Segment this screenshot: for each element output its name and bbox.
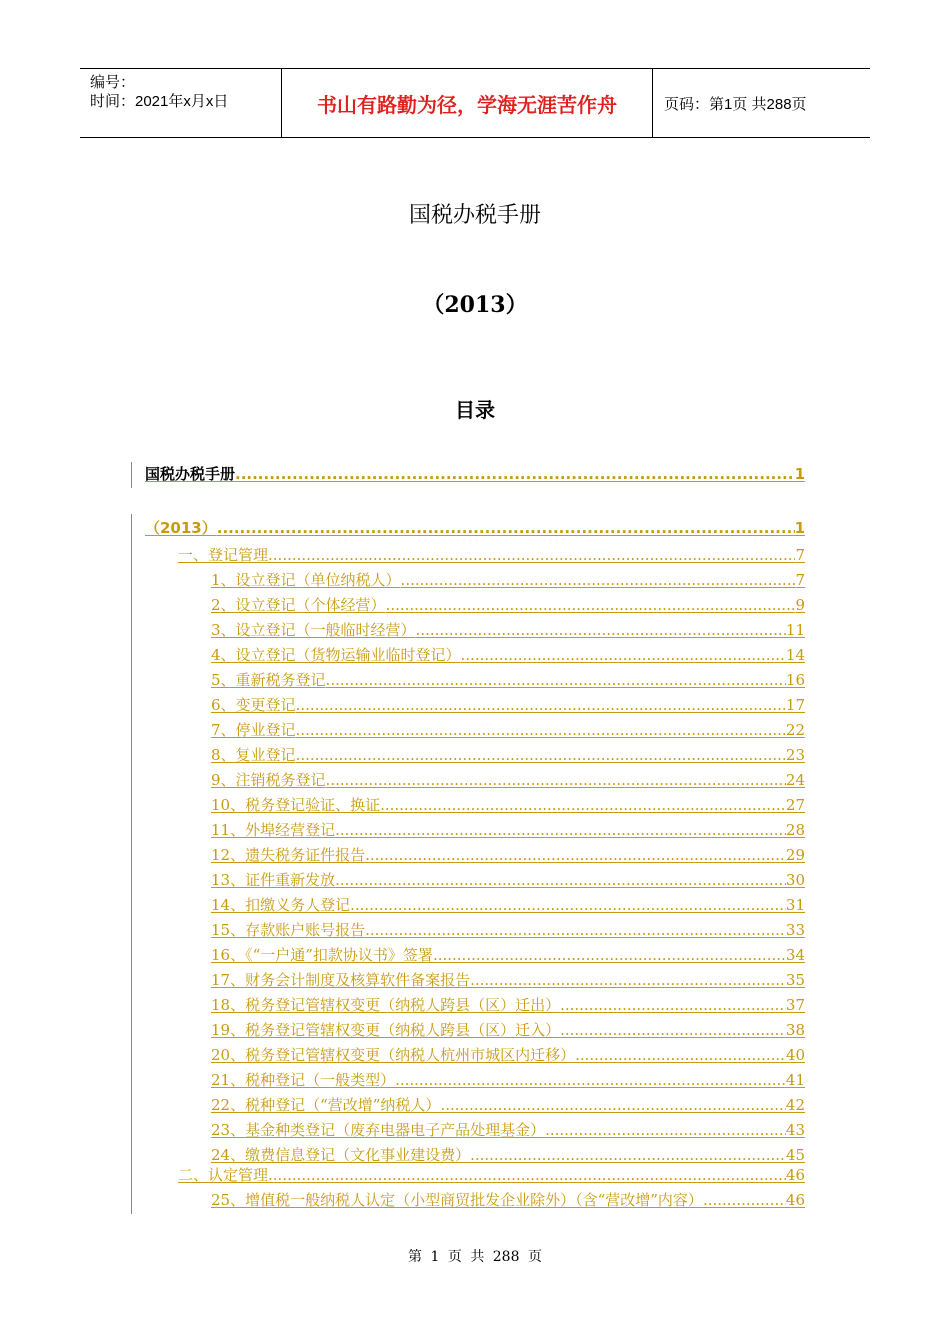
toc-entry[interactable] (178, 1163, 805, 1188)
toc-entry-page: 34 (785, 946, 805, 964)
toc-entry[interactable] (145, 462, 805, 487)
toc-entry[interactable] (211, 1018, 805, 1043)
toc-leader (326, 768, 786, 793)
toc-entry-page: 24 (785, 771, 805, 789)
toc-entry[interactable] (211, 1118, 805, 1143)
toc-entry-page: 35 (785, 971, 805, 989)
toc-entry-label: 国税办税手册 (145, 465, 236, 483)
toc-entry[interactable] (211, 968, 805, 993)
toc-entry-page: 33 (785, 921, 805, 939)
toc-entry-label: 9、注销税务登记 (211, 771, 326, 789)
toc-entry-page: 1 (794, 519, 805, 537)
toc-leader (560, 993, 786, 1018)
toc-leader (440, 1093, 785, 1118)
toc-entry-label: 2、设立登记（个体经营） (211, 596, 386, 614)
toc-entry-label: 14、扣缴义务人登记 (211, 896, 351, 914)
toc-entry[interactable] (211, 1188, 805, 1213)
toc-entry-page: 23 (785, 746, 805, 764)
toc-leader (365, 843, 786, 868)
toc-entry-page: 7 (795, 571, 805, 589)
toc-margin-bar (131, 462, 132, 488)
toc-entry[interactable] (211, 568, 805, 593)
toc-entry-page: 22 (785, 721, 805, 739)
toc-entry-label: 16、《“一户通”扣款协议书》签署 (211, 946, 433, 964)
toc-entry[interactable] (211, 743, 805, 768)
toc-entry-label: 3、设立登记（一般临时经营） (211, 621, 416, 639)
toc-entry-label: 24、缴费信息登记（文化事业建设费） (211, 1146, 471, 1164)
toc-entry-label: 8、复业登记 (211, 746, 296, 764)
toc-leader (470, 968, 786, 993)
toc-entry-page: 41 (785, 1071, 805, 1089)
toc-entry[interactable] (211, 818, 805, 843)
toc-entry-page: 45 (785, 1146, 805, 1164)
toc-leader (416, 618, 786, 643)
toc-entry-page: 31 (785, 896, 805, 914)
toc-entry-label: 1、设立登记（单位纳税人） (211, 571, 401, 589)
toc-leader (335, 868, 786, 893)
toc-entry[interactable] (178, 543, 805, 568)
toc-entry-page: 38 (785, 1021, 805, 1039)
toc-leader (296, 718, 786, 743)
toc-entry-label: 22、税种登记（“营改增”纳税人） (211, 1096, 441, 1114)
footer-suffix: 页 (527, 1249, 542, 1265)
toc-entry-page: 14 (785, 646, 805, 664)
toc-entry-page: 7 (795, 546, 805, 564)
toc-leader (365, 918, 786, 943)
header-table (80, 68, 870, 138)
toc-leader (296, 743, 786, 768)
toc-entry[interactable] (211, 943, 805, 968)
toc-entry-label: 6、变更登记 (211, 696, 296, 714)
toc-leader (401, 568, 796, 593)
toc-entry[interactable] (211, 1068, 805, 1093)
toc-entry-label: 13、证件重新发放 (211, 871, 336, 889)
toc-leader (461, 643, 786, 668)
toc-entry[interactable] (145, 516, 805, 541)
toc-entry[interactable] (211, 1093, 805, 1118)
toc-entry-label: 15、存款账户账号报告 (211, 921, 366, 939)
toc-entry-page: 17 (785, 696, 805, 714)
toc-leader (386, 593, 796, 618)
toc-entry-page: 30 (785, 871, 805, 889)
toc-entry-page: 42 (785, 1096, 805, 1114)
header-page-info: 页码：第1页 共288页 (664, 95, 807, 113)
toc-leader (703, 1188, 786, 1213)
toc-entry-page: 29 (785, 846, 805, 864)
footer-total-pages: 288 (492, 1249, 520, 1265)
toc-entry[interactable] (211, 793, 805, 818)
toc-entry-label: 23、基金种类登记（废弃电器电子产品处理基金） (211, 1121, 546, 1139)
footer-prefix: 第 (408, 1249, 423, 1265)
toc-leader (296, 693, 786, 718)
toc-leader (380, 793, 786, 818)
toc-entry-page: 11 (785, 621, 805, 639)
toc-entry-page: 40 (785, 1046, 805, 1064)
toc-entry-page: 37 (785, 996, 805, 1014)
toc-leader (268, 543, 795, 568)
toc-entry-label: 20、税务登记管辖权变更（纳税人杭州市城区内迁移） (211, 1046, 576, 1064)
footer-total-label: 共 (470, 1249, 485, 1265)
toc-entry[interactable] (211, 668, 805, 693)
toc-entry-label: 二、认定管理 (178, 1166, 269, 1184)
toc-leader (545, 1118, 786, 1143)
document-title: 国税办税手册 (408, 203, 541, 228)
toc-entry-label: 11、外埠经营登记 (211, 821, 336, 839)
toc-entry-page: 27 (785, 796, 805, 814)
toc-entry[interactable] (211, 868, 805, 893)
toc-entry[interactable] (211, 893, 805, 918)
toc-entry[interactable] (211, 843, 805, 868)
toc-entry-label: 21、税种登记（一般类型） (211, 1071, 396, 1089)
toc-leader (335, 818, 786, 843)
toc-entry[interactable] (211, 918, 805, 943)
document-year: （2013） (422, 292, 528, 318)
header-motto: 书山有路勤为径，学海无涯苦作舟 (281, 69, 653, 137)
toc-heading: 目录 (455, 398, 495, 422)
toc-entry-label: 12、遗失税务证件报告 (211, 846, 366, 864)
toc-entry-label: 18、税务登记管辖权变更（纳税人跨县（区）迁出） (211, 996, 561, 1014)
toc-entry[interactable] (211, 593, 805, 618)
toc-entry[interactable] (211, 693, 805, 718)
toc-entry-page: 16 (785, 671, 805, 689)
toc-entry-page: 46 (785, 1191, 805, 1209)
toc-entry-label: 19、税务登记管辖权变更（纳税人跨县（区）迁入） (211, 1021, 561, 1039)
toc-entry-label: 25、增值税一般纳税人认定（小型商贸批发企业除外）（含“营改增”内容） (211, 1191, 703, 1209)
toc-entry[interactable] (211, 993, 805, 1018)
toc-entry-label: （2013） (145, 519, 217, 537)
footer-current-page: 1 (430, 1249, 440, 1265)
toc-entry-page: 28 (785, 821, 805, 839)
toc-entry-page: 9 (795, 596, 805, 614)
toc-entry-label: 5、重新税务登记 (211, 671, 326, 689)
toc-leader (560, 1018, 786, 1043)
toc-leader (350, 893, 786, 918)
toc-leader (575, 1043, 786, 1068)
toc-entry-label: 17、财务会计制度及核算软件备案报告 (211, 971, 471, 989)
toc-entry-page: 46 (785, 1166, 805, 1184)
toc-entry[interactable] (211, 718, 805, 743)
number-label: 编号： (90, 74, 136, 91)
toc-entry[interactable] (211, 643, 805, 668)
toc-entry-label: 一、登记管理 (178, 546, 269, 564)
toc-entry-page: 1 (794, 465, 805, 483)
toc-entry[interactable] (211, 768, 805, 793)
toc-entry[interactable] (211, 618, 805, 643)
toc-leader (395, 1068, 786, 1093)
toc-entry-label: 7、停业登记 (211, 721, 296, 739)
toc-entry-label: 4、设立登记（货物运输业临时登记） (211, 646, 461, 664)
toc-leader (217, 516, 795, 541)
toc-leader (326, 668, 786, 693)
toc-margin-bar (131, 514, 132, 1214)
toc-entry[interactable] (211, 1043, 805, 1068)
toc-entry-page: 43 (785, 1121, 805, 1139)
toc-leader (268, 1163, 786, 1188)
page-footer (0, 1246, 950, 1266)
time-label: 时间：2021年x月x日 (90, 93, 229, 110)
toc-leader (433, 943, 786, 968)
toc-entry-label: 10、税务登记验证、换证 (211, 796, 381, 814)
toc-leader (235, 462, 795, 487)
header-meta (80, 69, 281, 137)
footer-unit: 页 (447, 1249, 462, 1265)
